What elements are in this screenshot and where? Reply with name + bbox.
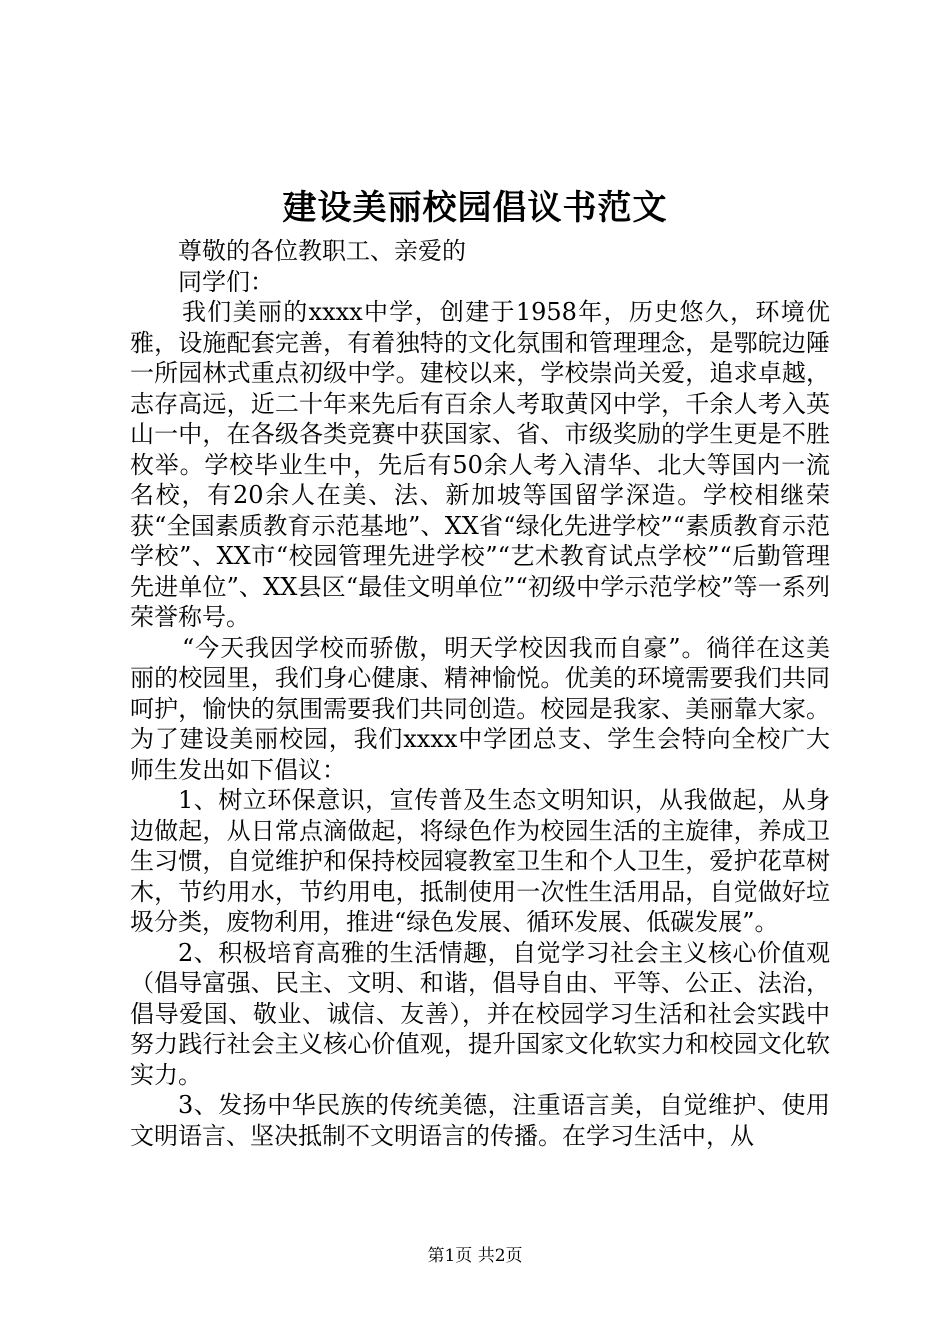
- paragraph-intro: 我们美丽的xxxx中学，创建于1958年，历史悠久，环境优雅，设施配套完善，有着独特的文化氛围和管理理念，是鄂皖边陲一所园林式重点初级中学。建校以来，学校崇尚关爱，追求卓越，志存高远，近二十年来先后有百余人考取黄冈中学，千余人考入英山一中，在各级各类竞赛中获国家、省、市级奖励的学生更是不胜枚举。学校毕业生中，先后有50余人考入清华、北大等国内一流名校，有20余人在美、法、新加坡等国留学深造。学校相继荣获“全国素质教育示范基地”、XX省“绿化先进学校”“素质教育示范学校”、XX市“校园管理先进学校”“艺术教育试点学校”“后勤管理先进单位”、XX县区“最佳文明单位”“初级中学示范学校”等一系列荣誉称号。: [130, 298, 830, 631]
- document-body: [130, 236, 830, 1151]
- paragraph-item-1: 1、树立环保意识，宣传普及生态文明知识，从我做起，从身边做起，从日常点滴做起，将绿色作为校园生活的主旋律，养成卫生习惯，自觉维护和保持校园寝教室卫生和个人卫生，爱护花草树木，节约用水，节约用电，抵制使用一次性生活用品，自觉做好垃圾分类，废物利用，推进“绿色发展、循环发展、低碳发展”。: [130, 786, 830, 936]
- paragraph-item-3: 3、发扬中华民族的传统美德，注重语言美，自觉维护、使用文明语言、坚决抵制不文明语言的传播。在学习生活中，从: [130, 1091, 830, 1150]
- page-footer: 第1页 共2页: [427, 1246, 523, 1266]
- document-title: 建设美丽校园倡议书范文: [282, 188, 668, 228]
- paragraph-item-2: 2、积极培育高雅的生活情趣，自觉学习社会主义核心价值观（倡导富强、民主、文明、和谐，倡导自由、平等、公正、法治，倡导爱国、敬业、诚信、友善），并在校园学习生活和社会实践中努力践行社会主义核心价值观，提升国家文化软实力和校园文化软实力。: [130, 938, 830, 1089]
- salutation-line-1: 尊敬的各位教职工、亲爱的: [178, 237, 466, 265]
- paragraph-call: “今天我因学校而骄傲，明天学校因我而自豪”。徜徉在这美丽的校园里，我们身心健康、精神愉悦。优美的环境需要我们共同呵护，愉快的氛围需要我们共同创造。校园是我家、美丽靠大家。为了建设美丽校园，我们xxxx中学团总支、学生会特向全校广大师生发出如下倡议：: [130, 633, 830, 784]
- salutation-line-2: 同学们：: [178, 267, 274, 296]
